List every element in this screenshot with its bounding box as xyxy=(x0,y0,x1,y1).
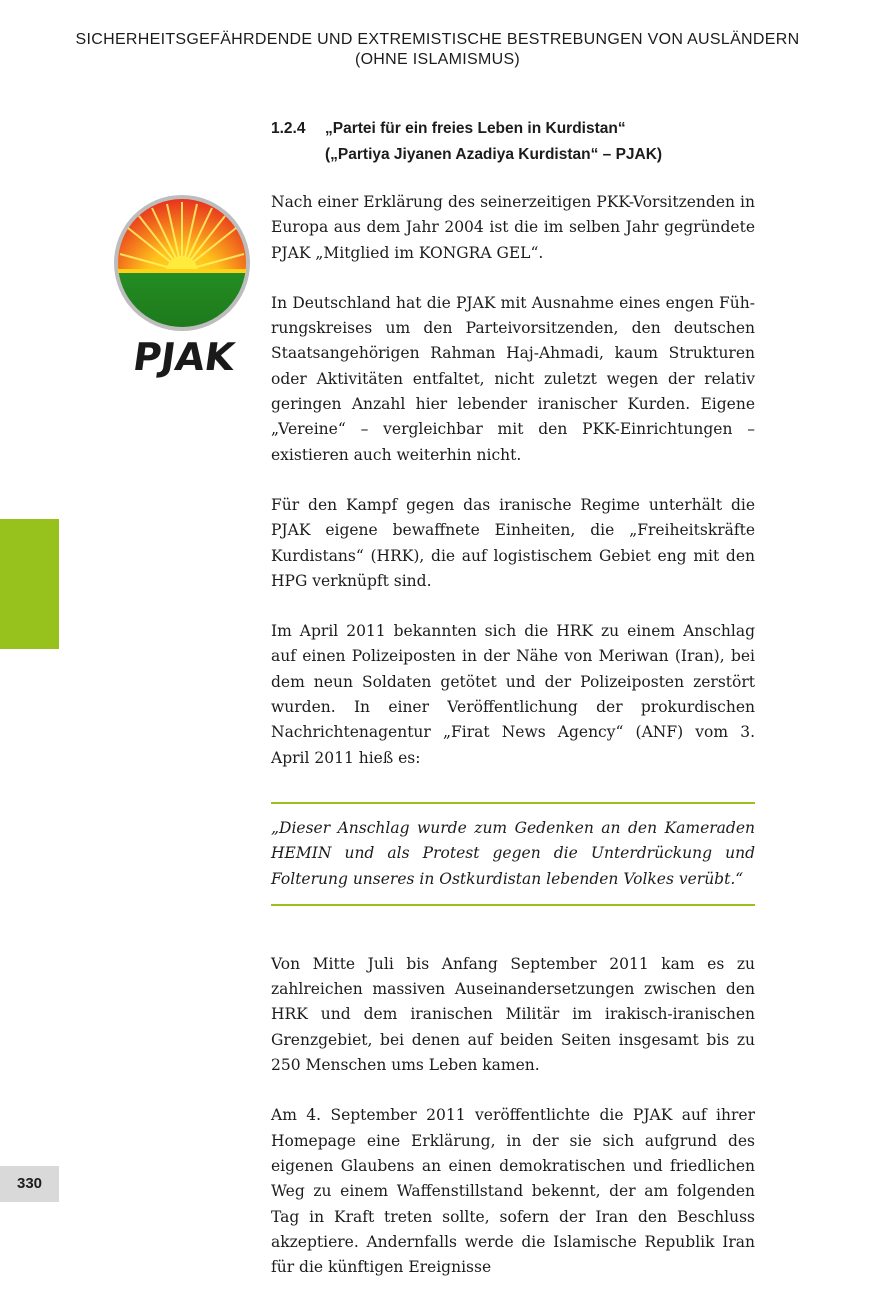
svg-text:PJAK: PJAK xyxy=(130,336,238,380)
logo-lettering xyxy=(130,336,238,380)
section-number: 1.2.4 xyxy=(271,120,306,137)
section-titles xyxy=(325,116,761,168)
section-heading xyxy=(271,116,761,168)
paragraph-6: Am 4. September 2011 veröffentlichte die PJAK auf ihrer Homepage eine Erklärung, in der sie sich aufgrund des eigenen Glaubens an einen demokratischen und friedlichen Weg zu einem Waffenstillstand bekennt, der am folgenden Tag in Kraft treten sollte, sofern der Iran den Beschluss akzeptiere. Andernfalls werde die Islamische Republik Iran für die künftigen Ereignisse xyxy=(271,1106,755,1277)
section-title-line-2: („Partiya Jiyanen Azadiya Kurdistan“ – PJAK) xyxy=(325,146,663,163)
paragraph-2: In Deutschland hat die PJAK mit Ausnahme eines engen Führungskreises um den Parteivorsitzenden, den deutschen Staatsangehörigen Rahman Haj-Ahmadi, kaum Strukturen oder Aktivitäten entfaltet, nicht zuletzt wegen der relativ geringen Anzahl hier lebender iranischer Kurden. Eigene „Vereine“ – vergleichbar mit den PKK-Einrichtungen – existieren auch weiterhin nicht. xyxy=(271,293,755,464)
running-header-line-1: SICHERHEITSGEFÄHRDENDE UND EXTREMISTISCHE BESTREBUNGEN VON AUSLÄNDERN xyxy=(75,31,800,48)
body-text xyxy=(271,190,755,1305)
quote-text: „Dieser Anschlag wurde zum Gedenken an den Kameraden HEMIN und als Protest gegen die Unterdrückung und Folterung unseres in Ostkurdistan lebenden Volkes verübt.“ xyxy=(271,818,755,888)
chapter-side-tab xyxy=(0,519,59,649)
block-quote xyxy=(271,802,755,906)
paragraph-4: Im April 2011 bekannten sich die HRK zu einem Anschlag auf einen Polizeiposten in der Nähe von Meriwan (Iran), bei dem neun Soldaten getötet und der Polizeiposten zerstört wurden. In einer Veröffentlichung der prokurdischen Nachrichtenagentur „Firat News Agency“ (ANF) vom 3. April 2011 hieß es: xyxy=(271,622,755,767)
paragraph-3: Für den Kampf gegen das iranische Regime unterhält die PJAK eigene bewaffnete Einheiten, die „Freiheitskräfte Kurdistans“ (HRK), die auf logistischem Gebiet eng mit den HPG verknüpft sind. xyxy=(271,495,755,590)
pjak-logo xyxy=(112,192,252,382)
running-header xyxy=(0,30,875,70)
section-title-line-1: „Partei für ein freies Leben in Kurdistan“ xyxy=(325,120,626,137)
paragraph-5: Von Mitte Juli bis Anfang September 2011 kam es zu zahlreichen massiven Auseinandersetzungen zwischen den HRK und dem iranischen Militär im irakisch-iranischen Grenzgebiet, bei denen auf beiden Seiten insgesamt bis zu 250 Menschen ums Leben kamen. xyxy=(271,954,755,1075)
running-header-line-2: (OHNE ISLAMISMUS) xyxy=(354,51,521,68)
paragraph-1: Nach einer Erklärung des seinerzeitigen PKK-Vorsitzenden in Europa aus dem Jahr 2004 ist die im selben Jahr gegründete PJAK „Mitglied im KONGRA GEL“. xyxy=(271,193,755,262)
page-number: 330 xyxy=(0,1166,59,1202)
